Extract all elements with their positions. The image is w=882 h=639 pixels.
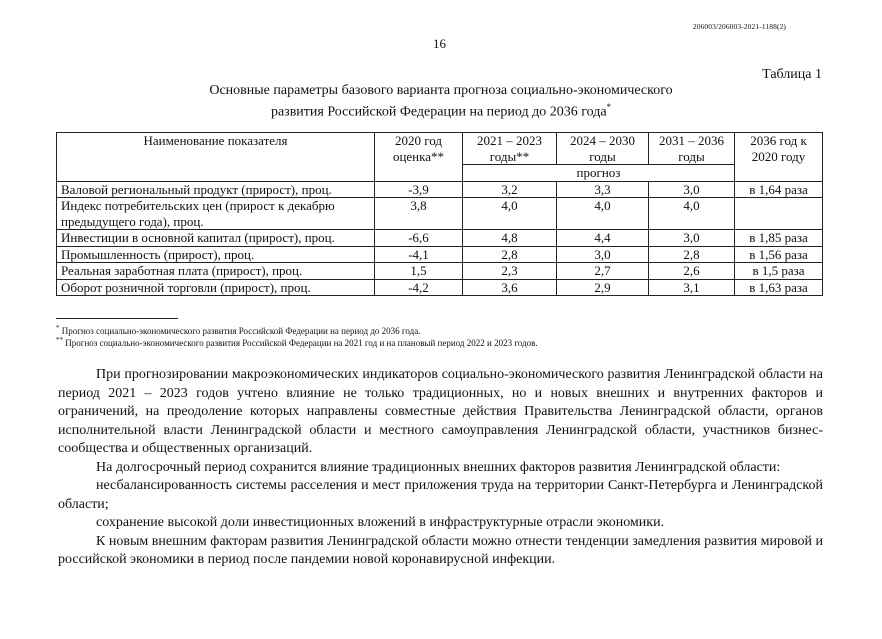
paragraph-2: На долгосрочный период сохранится влияние традиционных внешних факторов развития Ленинградской области: <box>96 459 781 475</box>
cell-indicator-name: Индекс потребительских цен (прирост к декабрю предыдущего года), проц. <box>57 198 375 230</box>
cell-vs-2020: в 1,64 раза <box>735 181 823 198</box>
cell-2031-2036: 3,0 <box>649 181 735 198</box>
cell-indicator-name: Реальная заработная плата (прирост), проц. <box>57 263 375 280</box>
cell-2021-2023: 3,2 <box>463 181 557 198</box>
cell-2020: 1,5 <box>375 263 463 280</box>
cell-2020: -6,6 <box>375 230 463 247</box>
table-row <box>57 263 823 280</box>
cell-2024-2030: 2,7 <box>557 263 649 280</box>
table-row <box>57 279 823 296</box>
cell-2024-2030: 3,0 <box>557 246 649 263</box>
cell-2031-2036: 3,1 <box>649 279 735 296</box>
footnote-2-text: Прогноз социально-экономического развития Российской Федерации на 2021 год и на плановый период 2022 и 2023 годов. <box>65 338 538 348</box>
page-number: 16 <box>433 36 446 51</box>
paragraph-5: К новым внешним факторам развития Ленинградской области можно отнести тенденции замедления развития мировой и российской экономики в период после пандемии новой коронавирусной инфекции. <box>58 533 823 567</box>
table-title-line1: Основные параметры базового варианта прогноза социально-экономического <box>209 83 673 98</box>
header-2024-2030: 2024 – 2030 годы <box>557 133 649 165</box>
cell-2020: -3,9 <box>375 181 463 198</box>
footnote-2 <box>56 335 538 349</box>
cell-indicator-name: Промышленность (прирост), проц. <box>57 246 375 263</box>
footnote-2-mark: ** <box>56 336 63 344</box>
footnote-1-mark: * <box>56 324 60 332</box>
header-forecast: прогноз <box>463 165 735 182</box>
cell-2020: -4,2 <box>375 279 463 296</box>
cell-indicator-name: Инвестиции в основной капитал (прирост), проц. <box>57 230 375 247</box>
forecast-table-wrapper <box>56 132 822 296</box>
table-header-row <box>57 133 823 165</box>
paragraph-3: несбалансированность системы расселения и мест приложения труда на территории Санкт-Петербурга и Ленинградской области; <box>58 478 823 512</box>
cell-2021-2023: 2,8 <box>463 246 557 263</box>
title-footnote-mark: * <box>606 102 612 112</box>
footnote-1-text: Прогноз социально-экономического развития Российской Федерации на период до 2036 года. <box>61 326 421 336</box>
table-title-line2 <box>0 99 882 121</box>
header-vs-2020: 2036 год к 2020 году <box>735 133 823 182</box>
body-text <box>58 366 823 570</box>
paragraph-4: сохранение высокой доли инвестиционных вложений в инфраструктурные отрасли экономики. <box>96 515 665 530</box>
cell-vs-2020: в 1,56 раза <box>735 246 823 263</box>
cell-vs-2020: в 1,85 раза <box>735 230 823 247</box>
header-2031-2036: 2031 – 2036 годы <box>649 133 735 165</box>
cell-2024-2030: 4,0 <box>557 198 649 230</box>
table-row <box>57 246 823 263</box>
table-label: Таблица 1 <box>762 67 822 82</box>
footnote-divider <box>56 318 178 319</box>
table-row <box>57 230 823 247</box>
header-name: Наименование показателя <box>57 133 375 182</box>
cell-indicator-name: Оборот розничной торговли (прирост), проц. <box>57 279 375 296</box>
paragraph-1: При прогнозировании макроэкономических индикаторов социально-экономического развития Ленинградской области на период 2021 – 2023 годов учтено влияние не только традиционных, но и новых внешних и внутренних факторов и ограничений, на преодоление которых направлены совместные действия Правительства Ленинградской области, органов исполнительной власти Ленинградской области и местного самоуправления Ленинградской области, участников бизнес-сообщества и общественных организаций. <box>58 367 823 456</box>
header-2020: 2020 год оценка** <box>375 133 463 182</box>
cell-2020: 3,8 <box>375 198 463 230</box>
cell-2024-2030: 4,4 <box>557 230 649 247</box>
cell-2021-2023: 2,3 <box>463 263 557 280</box>
table-row <box>57 198 823 230</box>
cell-2020: -4,1 <box>375 246 463 263</box>
document-id: 206003/206003-2021-1188(2) <box>692 22 786 31</box>
table-title <box>0 82 882 121</box>
cell-vs-2020 <box>735 198 823 230</box>
cell-2024-2030: 3,3 <box>557 181 649 198</box>
cell-vs-2020: в 1,5 раза <box>735 263 823 280</box>
cell-indicator-name: Валовой региональный продукт (прирост), проц. <box>57 181 375 198</box>
cell-2031-2036: 2,6 <box>649 263 735 280</box>
forecast-table <box>56 132 823 296</box>
table-body <box>57 181 823 296</box>
cell-2021-2023: 4,0 <box>463 198 557 230</box>
cell-2031-2036: 3,0 <box>649 230 735 247</box>
cell-2031-2036: 4,0 <box>649 198 735 230</box>
table-row <box>57 181 823 198</box>
cell-2031-2036: 2,8 <box>649 246 735 263</box>
table-title-line2-text: развития Российской Федерации на период до 2036 года <box>270 104 607 120</box>
header-2021-2023: 2021 – 2023 годы** <box>463 133 557 165</box>
cell-2021-2023: 3,6 <box>463 279 557 296</box>
cell-vs-2020: в 1,63 раза <box>735 279 823 296</box>
cell-2021-2023: 4,8 <box>463 230 557 247</box>
cell-2024-2030: 2,9 <box>557 279 649 296</box>
